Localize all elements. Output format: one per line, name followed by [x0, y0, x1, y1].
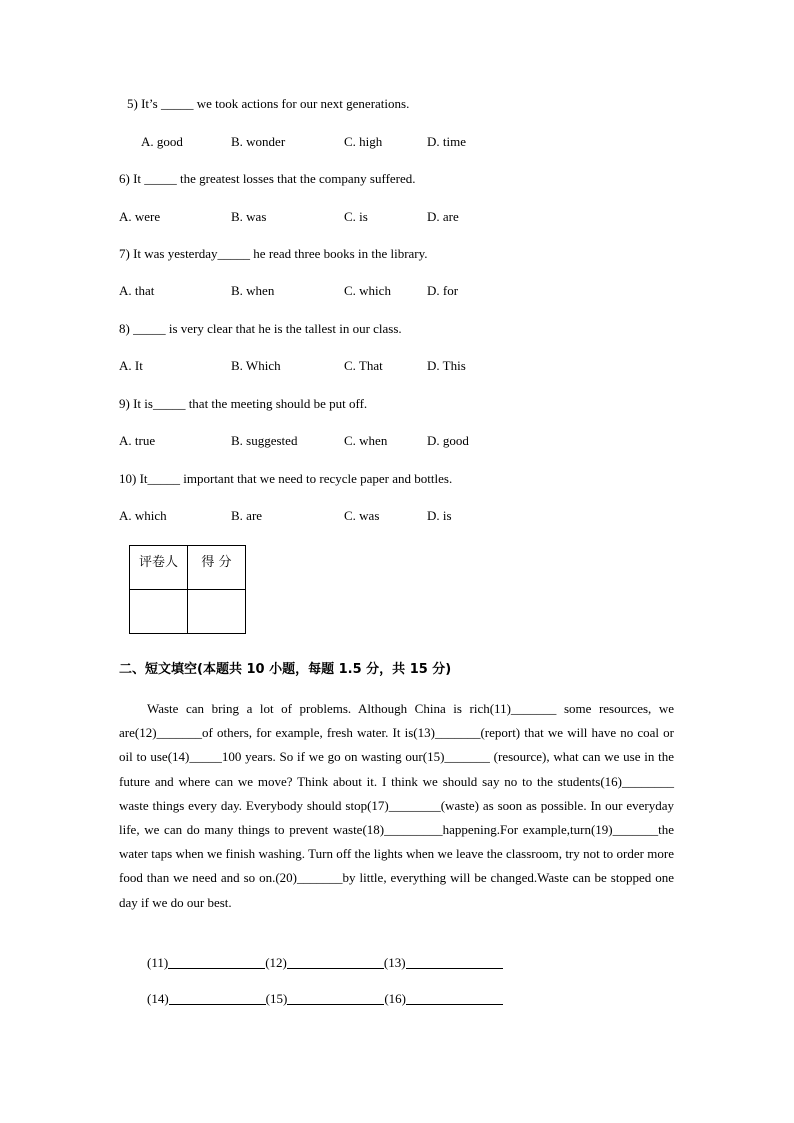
- answer-blank-15[interactable]: [287, 991, 384, 1005]
- answer-label-14: (14): [147, 991, 169, 1006]
- question-7-stem: 7) It was yesterday_____ he read three books in the library.: [119, 246, 428, 261]
- score-entry-cell[interactable]: [188, 590, 246, 634]
- reviewer-entry-cell[interactable]: [130, 590, 188, 634]
- reviewer-label: 评卷人: [138, 555, 178, 570]
- question-6-option-a: A. were: [119, 209, 161, 224]
- answer-label-11: (11): [147, 955, 169, 970]
- score-table: [129, 545, 246, 634]
- question-10-option-c: C. was: [344, 508, 380, 523]
- question-9-option-c: C. when: [344, 433, 388, 448]
- score-header-cell: [188, 546, 246, 590]
- question-10-option-b: B. are: [231, 508, 263, 523]
- answer-blank-13[interactable]: [406, 955, 503, 969]
- score-label: 得 分: [201, 555, 232, 570]
- question-9-option-b: B. suggested: [231, 433, 298, 448]
- question-9-option-d: D. good: [427, 433, 469, 448]
- question-8-option-d: D. This: [427, 358, 466, 373]
- question-8-option-b: B. Which: [231, 358, 281, 373]
- question-5-stem: 5) It’s _____ we took actions for our next generations.: [127, 96, 410, 111]
- question-5-option-b: B. wonder: [231, 134, 286, 149]
- question-6-stem: 6) It _____ the greatest losses that the company suffered.: [119, 171, 416, 186]
- question-10-stem: 10) It_____ important that we need to recycle paper and bottles.: [119, 471, 453, 486]
- answer-row-1: [147, 955, 503, 971]
- question-6-option-b: B. was: [231, 209, 267, 224]
- answer-label-13: (13): [383, 955, 406, 970]
- answer-blank-12[interactable]: [287, 955, 384, 969]
- cloze-passage: Waste can bring a lot of problems. Although China is rich(11)_______ some resources, we are(12)_______of others, for example, fresh water. It is(13)_______(report) that we will have no coal or oil to use(14)_____100 years. So if we go on wasting our(15)_______ (resource), what can we use in the future and where can we move? Think about it. I think we should say no to the students(16)________ waste things every day. Everybody should stop(17)________(waste) as soon as possible. In our everyday life, we can do many things to prevent waste(18)_________happening.For example,turn(19)_______the water taps when we finish washing. Turn off the lights when we leave the classroom, try not to order more food than we need and so on.(20)_______by little, everything will be changed.Waste can be stopped one day if we do our best.: [119, 701, 674, 910]
- question-5-option-d: D. time: [427, 134, 466, 149]
- answer-label-12: (12): [265, 955, 287, 970]
- question-8-stem: 8) _____ is very clear that he is the tallest in our class.: [119, 321, 402, 336]
- question-5-option-c: C. high: [344, 134, 383, 149]
- question-10-option-d: D. is: [427, 508, 452, 523]
- answer-blank-16[interactable]: [406, 991, 503, 1005]
- question-8-option-a: A. It: [119, 358, 143, 373]
- question-9-option-a: A. true: [119, 433, 156, 448]
- question-7-option-d: D. for: [427, 283, 459, 298]
- reviewer-header-cell: [130, 546, 188, 590]
- question-6-option-c: C. is: [344, 209, 368, 224]
- question-6-option-d: D. are: [427, 209, 459, 224]
- question-10-option-a: A. which: [119, 508, 167, 523]
- question-8-option-c: C. That: [344, 358, 383, 373]
- question-5-option-a: A. good: [141, 134, 183, 149]
- answer-blank-11[interactable]: [168, 955, 265, 969]
- question-9-stem: 9) It is_____ that the meeting should be put off.: [119, 396, 368, 411]
- question-7-option-c: C. which: [344, 283, 391, 298]
- question-7-option-a: A. that: [119, 283, 155, 298]
- answer-label-15: (15): [265, 991, 288, 1006]
- answer-row-2: [147, 991, 503, 1007]
- question-7-option-b: B. when: [231, 283, 275, 298]
- section-title: 二、短文填空(本题共 10 小题，每题 1.5 分，共 15 分): [119, 662, 452, 677]
- answer-label-16: (16): [384, 991, 407, 1006]
- answer-blank-14[interactable]: [169, 991, 266, 1005]
